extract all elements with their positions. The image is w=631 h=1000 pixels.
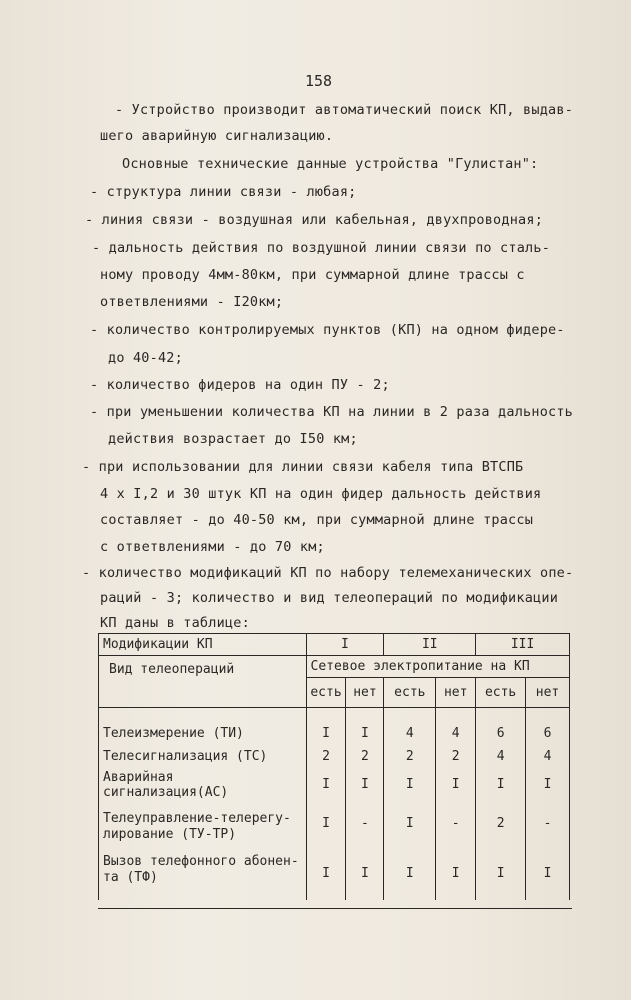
table-cell: - <box>346 800 384 848</box>
table-cell: 2 <box>306 744 346 770</box>
row-label-line: лирование (ТУ-ТР) <box>103 826 237 842</box>
header-power-supply: Сетевое электропитание на КП <box>306 656 569 678</box>
table-cell: I <box>346 708 384 744</box>
table-cell: - <box>526 800 570 848</box>
table-cell: 2 <box>346 744 384 770</box>
table-cell: 4 <box>384 708 436 744</box>
text-line: шего аварийную сигнализацию. <box>100 128 334 144</box>
text-line: - количество контролируемых пунктов (КП) на одном фидере- <box>90 322 565 338</box>
row-label: Аварийная сигнализация(АС) <box>99 770 307 800</box>
table-cell: I <box>346 848 384 900</box>
table-bottom-rule <box>98 908 572 909</box>
table-cell: I <box>476 848 526 900</box>
table-cell: I <box>526 848 570 900</box>
row-label: Телесигнализация (ТС) <box>99 744 307 770</box>
table-cell: 2 <box>384 744 436 770</box>
text-line: 4 х I,2 и 30 штук КП на один фидер дальность действия <box>100 486 542 502</box>
table-cell: I <box>384 800 436 848</box>
table-cell: I <box>436 770 476 800</box>
table-cell: 2 <box>436 744 476 770</box>
row-label: Телеизмерение (ТИ) <box>99 708 307 744</box>
table-cell: 4 <box>436 708 476 744</box>
row-label-line: Телеуправление-телерегу- <box>103 810 291 826</box>
row-label <box>99 848 307 900</box>
subheader-no: нет <box>526 678 570 708</box>
text-line: ответвлениями - I20км; <box>100 294 284 310</box>
header-mod-3: III <box>476 634 570 656</box>
text-line: - Устройство производит автоматический поиск КП, выдав- <box>115 102 574 118</box>
table-cell: 6 <box>476 708 526 744</box>
subheader-no: нет <box>436 678 476 708</box>
table-cell: 4 <box>476 744 526 770</box>
row-label-line: та (ТФ) <box>103 869 158 885</box>
subheader-no: нет <box>346 678 384 708</box>
page-number: 158 <box>305 72 333 90</box>
table-cell: 4 <box>526 744 570 770</box>
text-line: действия возрастает до I50 км; <box>108 431 358 447</box>
text-line: - при использовании для линии связи кабеля типа ВТСПБ <box>82 459 524 475</box>
text-line: составляет - до 40-50 км, при суммарной длине трассы <box>100 512 534 528</box>
row-label <box>99 800 307 848</box>
text-line: ному проводу 4мм-80км, при суммарной длине трассы с <box>100 267 525 283</box>
table-cell: 2 <box>476 800 526 848</box>
table-cell: - <box>436 800 476 848</box>
header-operation-type: Вид телеопераций <box>99 656 307 708</box>
header-mod-2: II <box>384 634 476 656</box>
header-modifications: Модификации КП <box>99 634 307 656</box>
table-cell: I <box>346 770 384 800</box>
text-line: - дальность действия по воздушной линии связи по сталь- <box>92 240 551 256</box>
subheader-yes: есть <box>476 678 526 708</box>
table-cell: I <box>306 800 346 848</box>
text-line: - количество фидеров на один ПУ - 2; <box>90 377 390 393</box>
text-line: - линия связи - воздушная или кабельная, двухпроводная; <box>85 212 544 228</box>
subheader-yes: есть <box>306 678 346 708</box>
table-cell: I <box>306 770 346 800</box>
table-cell: I <box>384 770 436 800</box>
text-line: - при уменьшении количества КП на линии в 2 раза дальность <box>90 404 574 420</box>
row-label-line: Вызов телефонного абонен- <box>103 853 299 869</box>
subheader-yes: есть <box>384 678 436 708</box>
text-line: КП даны в таблице: <box>100 615 250 631</box>
modifications-table <box>98 633 570 900</box>
table-cell: I <box>306 708 346 744</box>
text-line: - структура линии связи - любая; <box>90 184 357 200</box>
text-line: Основные технические данные устройства "Гулистан": <box>122 156 539 172</box>
text-line: раций - 3; количество и вид телеопераций по модификации <box>100 590 559 606</box>
header-mod-1: I <box>306 634 384 656</box>
table-cell: I <box>306 848 346 900</box>
text-line: - количество модификаций КП по набору телемеханических опе- <box>82 565 574 581</box>
table-cell: I <box>476 770 526 800</box>
table-cell: I <box>526 770 570 800</box>
table-cell: 6 <box>526 708 570 744</box>
text-line: до 40-42; <box>108 350 183 366</box>
table-cell: I <box>436 848 476 900</box>
table-cell: I <box>384 848 436 900</box>
text-line: с ответвлениями - до 70 км; <box>100 539 325 555</box>
